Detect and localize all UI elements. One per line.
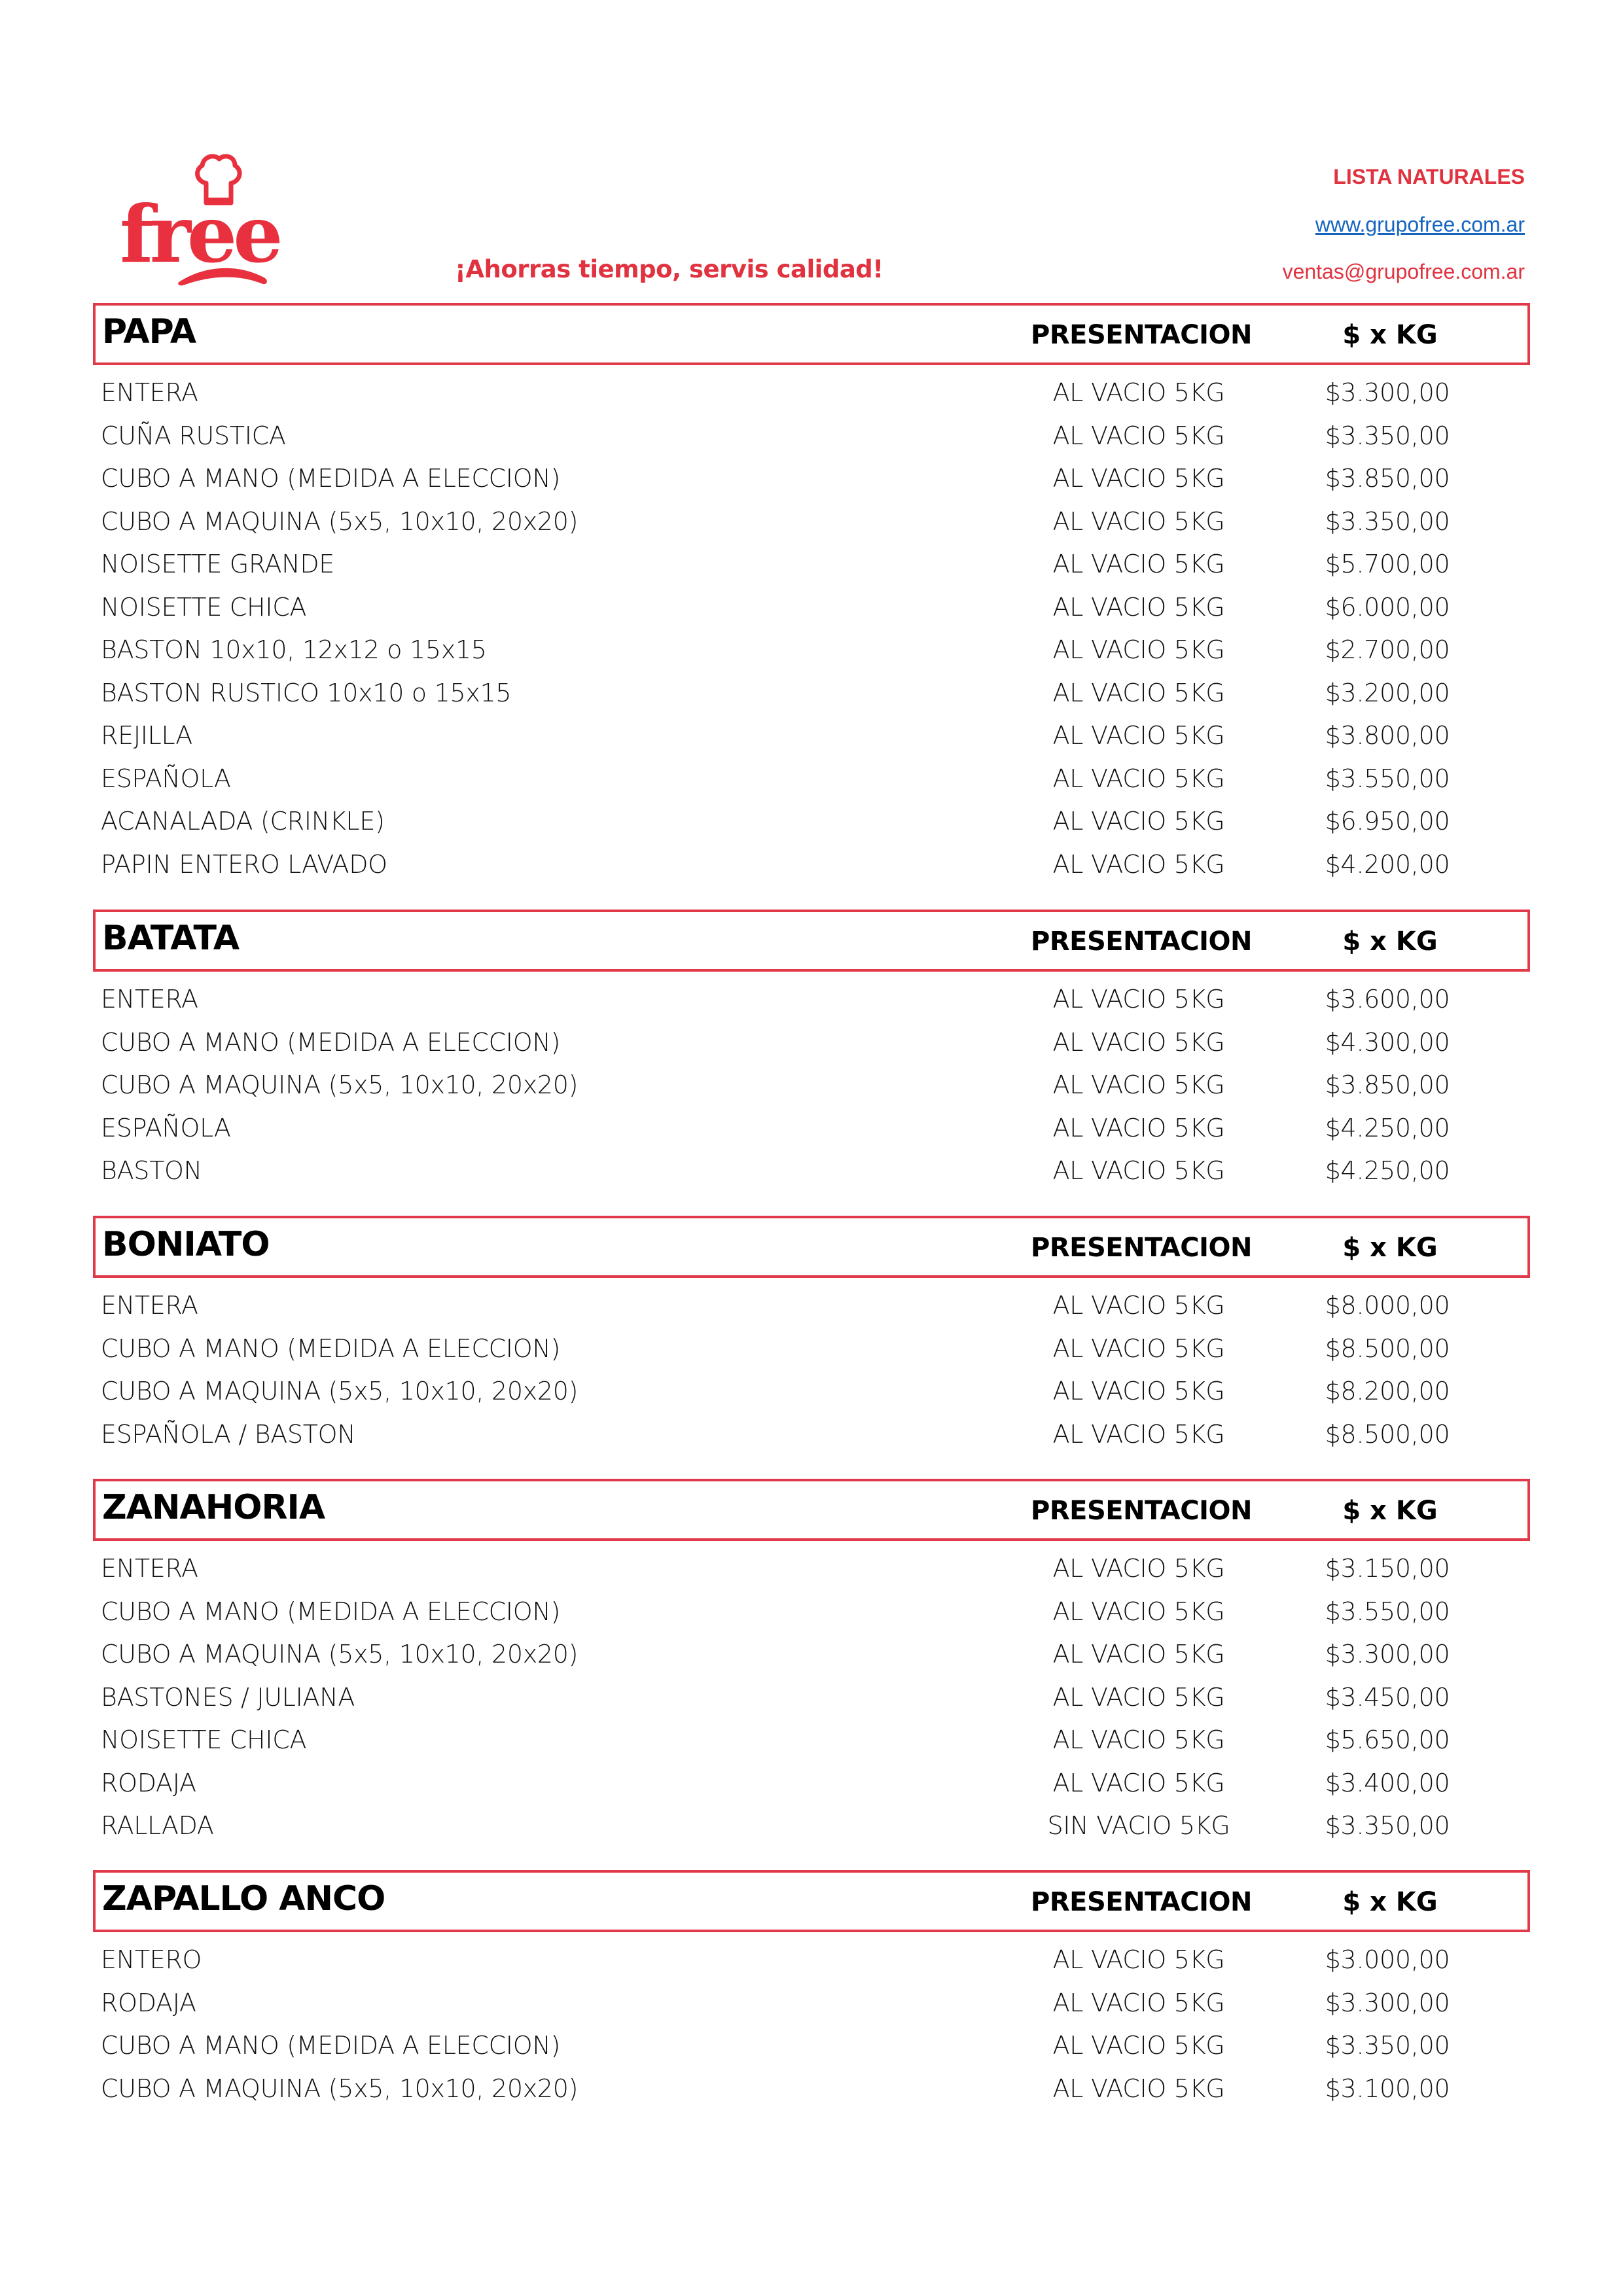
product-price: $3.800,00 (1325, 721, 1450, 750)
product-row (93, 1020, 1530, 1063)
product-row (93, 1369, 1530, 1412)
section-zanahoria (93, 1479, 1530, 1846)
product-presentation: AL VACIO 5KG (1052, 550, 1225, 578)
product-price: $4.300,00 (1325, 1027, 1450, 1057)
svg-text:free: free (120, 188, 279, 281)
product-price: $3.000,00 (1325, 1945, 1450, 1974)
product-row (93, 1761, 1530, 1804)
product-name: CUBO A MAQUINA (5x5, 10x10, 20x20) (101, 1377, 579, 1405)
product-presentation: AL VACIO 5KG (1052, 849, 1225, 879)
section-title: BONIATO (102, 1225, 270, 1264)
section-title: ZAPALLO ANCO (102, 1879, 385, 1918)
website-link[interactable]: www.grupofree.com.ar (1315, 213, 1525, 236)
product-name: REJILLA (101, 721, 192, 750)
product-price: $8.500,00 (1325, 1419, 1450, 1449)
product-presentation: AL VACIO 5KG (1052, 1725, 1225, 1754)
list-title: LISTA NATURALES (1333, 165, 1525, 188)
product-price: $3.350,00 (1325, 506, 1450, 536)
product-presentation: AL VACIO 5KG (1052, 2074, 1225, 2103)
column-header-presentation: PRESENTACION (1031, 1233, 1252, 1263)
product-name: ENTERA (101, 1554, 198, 1583)
product-presentation: AL VACIO 5KG (1052, 592, 1225, 622)
product-row (93, 414, 1530, 457)
product-presentation: AL VACIO 5KG (1052, 635, 1225, 664)
product-row (93, 1675, 1530, 1718)
product-name: ENTERA (101, 985, 198, 1014)
product-list (93, 1546, 1530, 1846)
column-header-presentation: PRESENTACION (1031, 320, 1252, 350)
section-header (93, 303, 1530, 365)
product-presentation: AL VACIO 5KG (1052, 1682, 1225, 1712)
product-list (93, 1283, 1530, 1455)
product-price: $3.600,00 (1325, 985, 1450, 1014)
product-name: CUBO A MANO (MEDIDA A ELECCION) (101, 2031, 560, 2060)
product-row (93, 1283, 1530, 1326)
product-row (93, 1589, 1530, 1633)
product-row (93, 1803, 1530, 1846)
product-name: ACANALADA (CRINKLE) (101, 807, 385, 836)
section-header (93, 1870, 1530, 1932)
product-name: ESPAÑOLA / BASTON (101, 1419, 356, 1449)
product-presentation: AL VACIO 5KG (1052, 421, 1225, 450)
product-price: $8.500,00 (1325, 1333, 1450, 1363)
column-header-price: $ x KG (1342, 1887, 1438, 1917)
product-presentation: AL VACIO 5KG (1052, 1419, 1225, 1449)
column-header-price: $ x KG (1342, 1233, 1438, 1263)
product-row (93, 456, 1530, 499)
product-name: CUÑA RUSTICA (101, 421, 286, 450)
product-name: RALLADA (101, 1811, 214, 1840)
product-price: $3.200,00 (1325, 678, 1450, 707)
product-name: BASTON RUSTICO 10x10 o 15x15 (101, 678, 512, 707)
section-header (93, 1216, 1530, 1278)
product-presentation: AL VACIO 5KG (1052, 764, 1225, 793)
product-name: RODAJA (101, 1768, 196, 1797)
product-presentation: AL VACIO 5KG (1052, 1377, 1225, 1405)
product-price: $2.700,00 (1325, 635, 1450, 664)
product-row (93, 1063, 1530, 1106)
product-row (93, 2066, 1530, 2110)
product-list (93, 977, 1530, 1192)
section-boniato (93, 1216, 1530, 1455)
product-row (93, 1546, 1530, 1589)
product-price: $5.650,00 (1325, 1725, 1450, 1754)
product-price: $3.400,00 (1325, 1768, 1450, 1797)
product-presentation: AL VACIO 5KG (1052, 1113, 1225, 1142)
product-presentation: AL VACIO 5KG (1052, 464, 1225, 493)
product-presentation: AL VACIO 5KG (1052, 678, 1225, 707)
section-title: ZANAHORIA (102, 1488, 325, 1527)
product-price: $4.250,00 (1325, 1156, 1450, 1185)
product-price: $6.000,00 (1325, 592, 1450, 622)
product-name: CUBO A MANO (MEDIDA A ELECCION) (101, 1333, 560, 1363)
section-header (93, 1479, 1530, 1541)
product-presentation: SIN VACIO 5KG (1047, 1811, 1230, 1840)
product-presentation: AL VACIO 5KG (1052, 1156, 1225, 1185)
product-row (93, 499, 1530, 542)
product-price: $3.100,00 (1325, 2074, 1450, 2103)
product-row (93, 1981, 1530, 2024)
product-presentation: AL VACIO 5KG (1052, 985, 1225, 1014)
product-row (93, 370, 1530, 414)
product-name: NOISETTE CHICA (101, 592, 307, 622)
product-presentation: AL VACIO 5KG (1052, 1027, 1225, 1057)
product-name: ESPAÑOLA (101, 764, 231, 793)
product-price: $3.450,00 (1325, 1682, 1450, 1712)
column-header-price: $ x KG (1342, 927, 1438, 957)
product-name: NOISETTE CHICA (101, 1725, 307, 1754)
column-header-presentation: PRESENTACION (1031, 1887, 1252, 1917)
product-price: $3.850,00 (1325, 1070, 1450, 1099)
product-row (93, 1326, 1530, 1369)
product-name: BASTON 10x10, 12x12 o 15x15 (101, 635, 487, 664)
product-row (93, 842, 1530, 885)
product-name: CUBO A MAQUINA (5x5, 10x10, 20x20) (101, 1070, 579, 1099)
product-presentation: AL VACIO 5KG (1052, 807, 1225, 836)
product-presentation: AL VACIO 5KG (1052, 1291, 1225, 1320)
section-title: BATATA (102, 919, 240, 958)
tagline: ¡Ahorras tiempo, servis calidad! (455, 255, 883, 283)
product-name: ENTERO (101, 1945, 202, 1974)
product-presentation: AL VACIO 5KG (1052, 1945, 1225, 1974)
product-name: CUBO A MANO (MEDIDA A ELECCION) (101, 1027, 560, 1057)
product-name: CUBO A MAQUINA (5x5, 10x10, 20x20) (101, 2074, 579, 2103)
product-row (93, 713, 1530, 756)
product-presentation: AL VACIO 5KG (1052, 2031, 1225, 2060)
product-name: CUBO A MAQUINA (5x5, 10x10, 20x20) (101, 1640, 579, 1669)
product-name: BASTONES / JULIANA (101, 1682, 355, 1712)
product-price: $3.150,00 (1325, 1554, 1450, 1583)
product-presentation: AL VACIO 5KG (1052, 1768, 1225, 1797)
product-price: $3.350,00 (1325, 2031, 1450, 2060)
product-price: $3.300,00 (1325, 1640, 1450, 1669)
product-name: CUBO A MANO (MEDIDA A ELECCION) (101, 464, 560, 493)
product-price: $5.700,00 (1325, 550, 1450, 578)
product-row (93, 1148, 1530, 1192)
product-presentation: AL VACIO 5KG (1052, 721, 1225, 750)
section-zapallo-anco (93, 1870, 1530, 2109)
product-row (93, 977, 1530, 1020)
product-price: $3.550,00 (1325, 764, 1450, 793)
section-header (93, 910, 1530, 972)
product-row (93, 1106, 1530, 1149)
section-title: PAPA (102, 312, 196, 351)
product-row (93, 1632, 1530, 1675)
product-row (93, 671, 1530, 714)
product-row (93, 627, 1530, 671)
column-header-price: $ x KG (1342, 320, 1438, 350)
product-price: $4.250,00 (1325, 1113, 1450, 1142)
product-price: $3.300,00 (1325, 1988, 1450, 2017)
product-price: $3.300,00 (1325, 378, 1450, 407)
product-row (93, 756, 1530, 800)
section-batata (93, 910, 1530, 1192)
product-presentation: AL VACIO 5KG (1052, 1333, 1225, 1363)
product-presentation: AL VACIO 5KG (1052, 1988, 1225, 2017)
product-price: $3.850,00 (1325, 464, 1450, 493)
product-row (93, 1718, 1530, 1761)
product-row (93, 585, 1530, 628)
product-row (93, 1937, 1530, 1981)
product-name: CUBO A MAQUINA (5x5, 10x10, 20x20) (101, 506, 579, 536)
product-name: PAPIN ENTERO LAVADO (101, 849, 387, 879)
product-row (93, 1412, 1530, 1455)
product-list (93, 370, 1530, 885)
product-name: RODAJA (101, 1988, 196, 2017)
product-row (93, 2023, 1530, 2066)
section-papa (93, 303, 1530, 885)
product-presentation: AL VACIO 5KG (1052, 378, 1225, 407)
product-price: $3.350,00 (1325, 421, 1450, 450)
product-name: ENTERA (101, 378, 198, 407)
chef-hat-logo-icon (115, 147, 304, 294)
product-row (93, 542, 1530, 585)
product-price: $3.350,00 (1325, 1811, 1450, 1840)
product-presentation: AL VACIO 5KG (1052, 1597, 1225, 1626)
product-price: $8.200,00 (1325, 1377, 1450, 1405)
product-price: $8.000,00 (1325, 1291, 1450, 1320)
email-address[interactable]: ventas@grupofree.com.ar (1282, 260, 1525, 283)
product-name: CUBO A MANO (MEDIDA A ELECCION) (101, 1597, 560, 1626)
product-name: ESPAÑOLA (101, 1113, 231, 1142)
product-presentation: AL VACIO 5KG (1052, 506, 1225, 536)
product-list (93, 1937, 1530, 2109)
product-row (93, 799, 1530, 842)
column-header-price: $ x KG (1342, 1496, 1438, 1526)
product-presentation: AL VACIO 5KG (1052, 1554, 1225, 1583)
product-price: $4.200,00 (1325, 849, 1450, 879)
product-presentation: AL VACIO 5KG (1052, 1070, 1225, 1099)
free-logo (115, 147, 304, 294)
column-header-presentation: PRESENTACION (1031, 1496, 1252, 1526)
product-price: $3.550,00 (1325, 1597, 1450, 1626)
product-price: $6.950,00 (1325, 807, 1450, 836)
product-name: ENTERA (101, 1291, 198, 1320)
column-header-presentation: PRESENTACION (1031, 927, 1252, 957)
product-name: BASTON (101, 1156, 202, 1185)
product-presentation: AL VACIO 5KG (1052, 1640, 1225, 1669)
product-name: NOISETTE GRANDE (101, 550, 335, 578)
